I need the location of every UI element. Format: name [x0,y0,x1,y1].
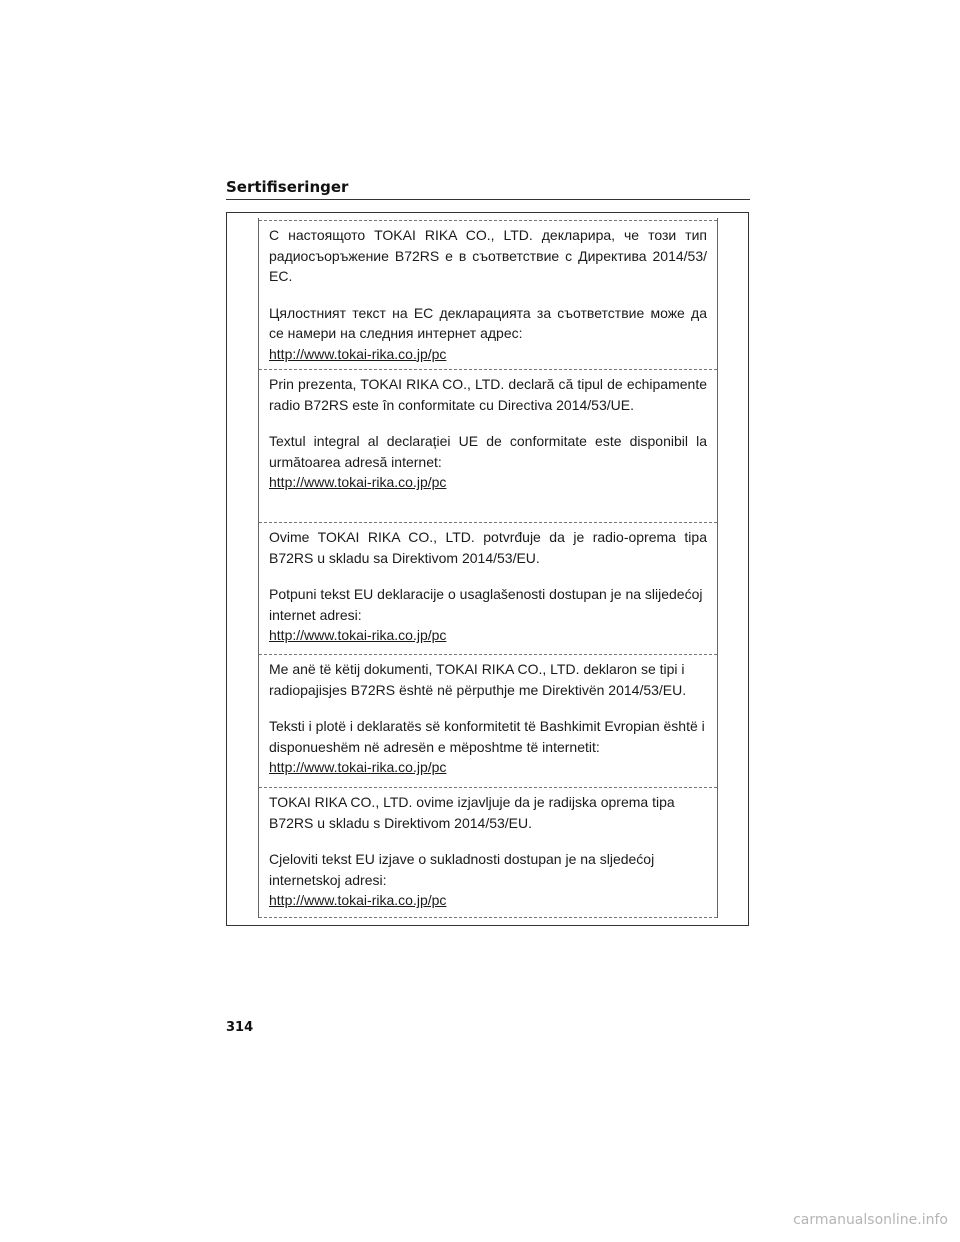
declaration-box [258,218,718,918]
watermark-text: carmanualsonline.info [793,1212,948,1228]
declaration-availability: Cjeloviti tekst EU izjave o sukladnosti dostupan je na sljedećoj internetskoj adresi: [269,851,655,888]
declaration-availability: Teksti i plotë i deklaratës së konformitetit të Bashkimit Evropian është i disponueshëm në adresën e mëposhtme të internetit: [269,718,705,755]
declaration-block-croatian-alt [259,787,717,918]
declaration-url-link[interactable]: http://www.tokai-rika.co.jp/pc [269,892,447,908]
title-rule [226,199,750,200]
declaration-statement: Prin prezenta, TOKAI RIKA CO., LTD. declară că tipul de echipamente radio B72RS este în conformitate cu Directiva 2014/53/UE. [269,376,707,413]
declaration-statement: С настоящото TOKAI RIKA CO., LTD. декларира, че този тип радиосъоръжение B72RS е в съответствие с Директива 2014/53/ЕС. [269,227,707,284]
declaration-block-romanian [259,369,717,493]
section-title: Sertifiseringer [226,178,349,196]
declaration-availability: Цялостният текст на ЕС декларацията за съответствие може да се намери на следния интернет адрес: [269,304,707,341]
declaration-statement: Ovime TOKAI RIKA CO., LTD. potvrđuje da je radio-oprema tipa B72RS u skladu sa Direktivom 2014/53/EU. [269,529,707,566]
declaration-availability: Textul integral al declarației UE de conformitate este disponibil la următoarea adresă internet: [269,433,707,470]
declaration-statement: Me anë të këtij dokumenti, TOKAI RIKA CO., LTD. deklaron se tipi i radiopajisjes B72RS është në përputhje me Direktivën 2014/53/EU. [269,661,687,698]
declaration-url-link[interactable]: http://www.tokai-rika.co.jp/pc [269,345,447,362]
declaration-url-link[interactable]: http://www.tokai-rika.co.jp/pc [269,474,447,490]
declaration-block-bulgarian [259,220,717,364]
page-number: 314 [226,1020,254,1035]
declaration-url-link[interactable]: http://www.tokai-rika.co.jp/pc [269,759,447,775]
declaration-block-albanian [259,654,717,778]
declaration-availability: Potpuni tekst EU deklaracije o usaglašenosti dostupan je na slijedećoj internet adresi: [269,586,703,623]
declaration-statement: TOKAI RIKA CO., LTD. ovime izjavljuje da je radijska oprema tipa B72RS u skladu s Direktivom 2014/53/EU. [269,794,675,831]
declaration-block-croatian [259,522,717,646]
declaration-url-link[interactable]: http://www.tokai-rika.co.jp/pc [269,627,447,643]
